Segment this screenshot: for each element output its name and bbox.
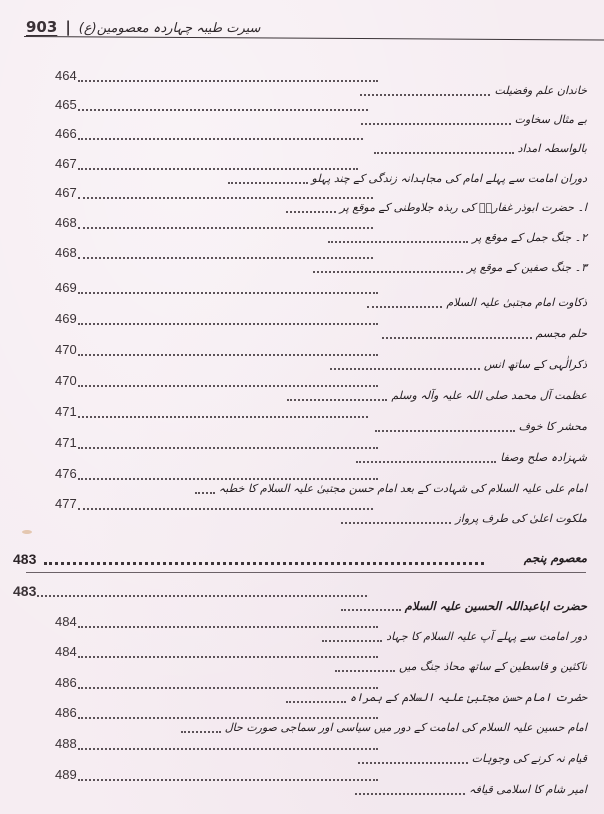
toc-page-number: 470	[55, 374, 77, 388]
toc-title: حضرت امام حسن مجتبیٰ علیہ السلام کے ہمراہ	[349, 691, 587, 704]
toc-title: امام حسین علیہ السلام کی امامت کے دور میں سیاسی اور سماجی صورت حال	[224, 721, 587, 734]
dot-leader	[78, 437, 378, 449]
dot-leader	[78, 313, 378, 325]
dot-leader	[44, 552, 484, 565]
dot-leader	[78, 498, 373, 510]
toc-entry[interactable]	[55, 281, 587, 311]
toc-title: بالواسطہ امداد	[517, 142, 587, 155]
dot-leader	[328, 231, 468, 243]
toc-entry[interactable]	[55, 645, 587, 675]
dot-leader	[78, 468, 378, 480]
dot-leader	[374, 142, 514, 154]
toc-page-number: 467	[55, 186, 77, 200]
dot-leader	[322, 630, 382, 642]
toc-page-number: 468	[55, 216, 77, 230]
toc-title: امیر شام کا اسلامی قیافہ	[469, 783, 587, 796]
toc-entry[interactable]	[55, 216, 587, 246]
toc-page-number: 484	[55, 615, 77, 629]
dot-leader	[356, 451, 496, 463]
dot-leader	[78, 217, 373, 229]
toc-entry[interactable]	[55, 615, 587, 645]
toc-page-number: 471	[55, 405, 77, 419]
toc-title: بے مثال سخاوت	[514, 113, 587, 126]
dot-leader	[78, 616, 378, 628]
dot-leader	[78, 247, 373, 259]
dot-leader	[78, 406, 368, 418]
dot-leader	[78, 677, 378, 689]
dot-leader	[375, 420, 515, 432]
dot-leader	[181, 721, 221, 733]
toc-entry[interactable]	[55, 768, 587, 798]
toc-page-number: 477	[55, 497, 77, 511]
toc-section-title: معصوم پنجم	[523, 551, 587, 565]
toc-entry[interactable]	[55, 706, 587, 736]
toc-title: قیام نہ کرنے کی وجوہات	[471, 752, 587, 765]
toc-entry[interactable]	[55, 69, 587, 99]
toc-section-heading[interactable]	[13, 536, 587, 572]
toc-page-number: 464	[55, 69, 77, 83]
toc-entry[interactable]	[55, 98, 587, 128]
dot-leader	[287, 389, 387, 401]
toc-title: شہزادہ صلح وصفا	[500, 451, 587, 464]
toc-title: دوران امامت سے پہلے امام کی مجاہدانہ زندگی کے چند پہلو	[311, 172, 587, 185]
toc-page-number: 483	[13, 551, 37, 567]
toc-page-number: 489	[55, 768, 77, 782]
toc-entry[interactable]	[55, 127, 587, 157]
dot-leader	[313, 261, 463, 273]
toc-title: محشر کا خوف	[518, 420, 587, 433]
toc-page-number: 469	[55, 281, 77, 295]
dot-leader	[286, 201, 336, 213]
dot-leader	[195, 482, 215, 494]
toc-title: امام علی علیہ السلام کی شہادت کے بعد امام حسن مجتبیٰ علیہ السلام کا خطبہ	[218, 482, 587, 495]
dot-leader	[78, 707, 378, 719]
dot-leader	[78, 70, 378, 82]
dot-leader	[360, 84, 490, 96]
toc-entry[interactable]	[55, 246, 587, 276]
dot-leader	[286, 691, 346, 703]
dot-leader	[335, 660, 395, 672]
dot-leader	[367, 296, 442, 308]
header-page-number: 903	[26, 18, 58, 36]
toc-title: دور امامت سے پہلے آپ علیہ السلام کا جہاد	[386, 630, 587, 643]
toc-entry[interactable]	[55, 436, 587, 466]
dot-leader	[361, 113, 511, 125]
dot-leader	[78, 99, 368, 111]
toc-entry[interactable]	[55, 467, 587, 497]
toc-entry[interactable]	[55, 186, 587, 216]
toc-entry[interactable]	[55, 405, 587, 435]
toc-page-number: 486	[55, 676, 77, 690]
toc-entry[interactable]	[55, 312, 587, 342]
toc-page-number: 468	[55, 246, 77, 260]
toc-entry[interactable]	[55, 374, 587, 404]
dot-leader	[228, 172, 308, 184]
toc-page-number: 488	[55, 737, 77, 751]
toc-page-number: 484	[55, 645, 77, 659]
dot-leader	[358, 752, 468, 764]
dot-leader	[78, 344, 378, 356]
toc-page-number: 465	[55, 98, 77, 112]
dot-leader	[382, 327, 532, 339]
toc-title: حلم مجسم	[535, 327, 587, 340]
dot-leader	[37, 585, 367, 597]
toc-title: خاندان علم وفضیلت	[494, 84, 587, 97]
dot-leader	[78, 187, 373, 199]
toc-subsection-heading[interactable]	[13, 584, 587, 614]
toc-title: ملکوت اعلیٰ کی طرف پرواز	[455, 512, 587, 525]
dot-leader	[341, 512, 451, 524]
section-divider	[26, 572, 586, 573]
header-book-title: سیرت طیبہ چہاردہ معصومین(ع)	[78, 21, 261, 36]
toc-entry[interactable]	[55, 157, 587, 187]
toc-title: ۲۔ جنگ جمل کے موقع پر	[472, 231, 587, 244]
toc-subsection-title: حضرت اباعبداللہ الحسین علیہ السلام	[404, 599, 587, 613]
toc-entry[interactable]	[55, 737, 587, 767]
toc-page-number: 483	[13, 584, 37, 598]
toc-title: ناکثین و قاسطین کے ساتھ محاذ جنگ میں	[398, 660, 587, 673]
toc-entry[interactable]	[55, 497, 587, 527]
toc-title: ذکرالٰہی کے ساتھ انس	[483, 358, 587, 371]
toc-page-number: 469	[55, 312, 77, 326]
toc-entry[interactable]	[55, 343, 587, 373]
toc-page-number: 476	[55, 467, 77, 481]
toc-entry[interactable]	[55, 676, 587, 706]
toc-title: ا۔ حضرت ابوذر غفاریؓ کی ربذہ جلاوطنی کے موقع پر	[339, 201, 587, 214]
header-separator: |	[65, 18, 71, 36]
dot-leader	[355, 783, 465, 795]
toc-title: ۳۔ جنگ صفین کے موقع پر	[467, 261, 587, 274]
toc-page-number: 471	[55, 436, 77, 450]
toc-page-number: 470	[55, 343, 77, 357]
dot-leader	[78, 158, 358, 170]
dot-leader	[78, 128, 363, 140]
toc-title: ذکاوت امام مجتبیٰ علیہ السلام	[446, 296, 587, 309]
dot-leader	[78, 375, 378, 387]
dot-leader	[78, 738, 378, 750]
dot-leader	[330, 358, 480, 370]
dot-leader	[341, 599, 401, 611]
dot-leader	[78, 282, 378, 294]
toc-title: عظمت آل محمد صلی اللہ علیہ وآلہ وسلم	[391, 389, 587, 402]
toc-page-number: 466	[55, 127, 77, 141]
dot-leader	[78, 769, 378, 781]
dot-leader	[78, 646, 378, 658]
toc-page-number: 486	[55, 706, 77, 720]
toc-page-number: 467	[55, 157, 77, 171]
